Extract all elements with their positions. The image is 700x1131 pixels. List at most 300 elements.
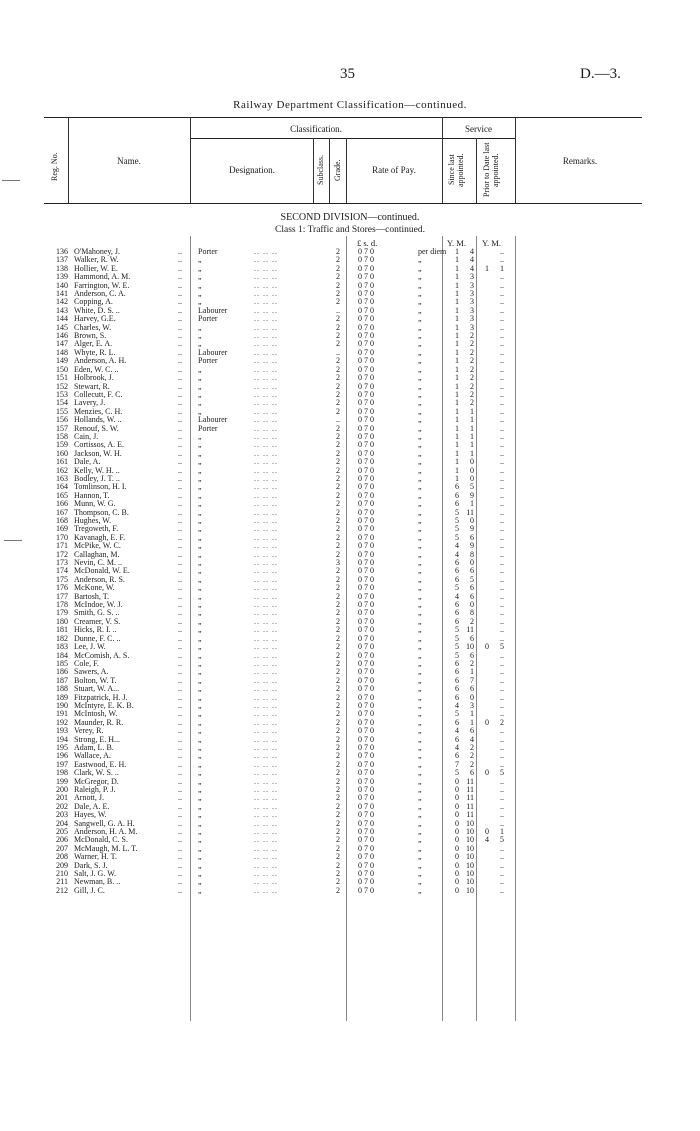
cell-reg-no: 140 bbox=[56, 280, 68, 290]
cell-reg-no: 165 bbox=[56, 490, 68, 500]
cell-since-years: 4 bbox=[455, 700, 459, 710]
table-row bbox=[0, 719, 700, 727]
cell-leader: .. bbox=[178, 406, 182, 416]
cell-grade: 2 bbox=[336, 675, 340, 685]
cell-rate-of-pay: 0 7 0 bbox=[358, 835, 374, 845]
cell-rate-of-pay: 0 7 0 bbox=[358, 852, 374, 862]
cell-reg-no: 159 bbox=[56, 440, 68, 450]
cell-rate-of-pay: 0 7 0 bbox=[358, 616, 374, 626]
cell-since-years: 5 bbox=[455, 516, 459, 525]
cell-leader: .. bbox=[178, 566, 182, 576]
cell-grade: 2 bbox=[336, 356, 340, 366]
cell-leader: .. bbox=[178, 751, 182, 761]
cell-designation: „ bbox=[198, 263, 202, 273]
cell-leader: .. bbox=[178, 347, 182, 357]
cell-since-years: 0 bbox=[455, 835, 459, 845]
cell-prior-months: 2 bbox=[500, 717, 504, 727]
cell-since-months: 10 bbox=[466, 835, 474, 845]
cell-since-years: 6 bbox=[455, 608, 459, 618]
since-column-rule bbox=[476, 138, 477, 203]
cell-reg-no: 138 bbox=[56, 263, 68, 273]
cell-pay-unit: „ bbox=[418, 549, 422, 559]
cell-since-months: 11 bbox=[466, 793, 474, 803]
cell-reg-no: 206 bbox=[56, 835, 68, 845]
cell-rate-of-pay: 0 7 0 bbox=[358, 415, 374, 425]
cell-pay-unit: „ bbox=[418, 440, 422, 450]
cell-leader-dots: .. .. .. bbox=[254, 331, 278, 341]
cell-name: Menzies, C. H. bbox=[74, 406, 123, 416]
cell-name: Warner, H. T. bbox=[74, 852, 117, 862]
cell-name: McComish, A. S. bbox=[74, 650, 130, 660]
cell-prior-months: .. bbox=[500, 356, 504, 366]
cell-grade: 2 bbox=[336, 507, 340, 517]
cell-pay-unit: „ bbox=[418, 700, 422, 710]
cell-leader-dots: .. .. .. bbox=[254, 818, 278, 828]
cell-since-months: 2 bbox=[470, 364, 474, 374]
cell-prior-months: .. bbox=[500, 247, 504, 256]
cell-leader-dots: .. .. .. bbox=[254, 473, 278, 483]
cell-designation: „ bbox=[198, 667, 202, 677]
cell-rate-of-pay: 0 7 0 bbox=[358, 801, 374, 811]
cell-leader-dots: .. .. .. bbox=[254, 431, 278, 441]
cell-reg-no: 211 bbox=[56, 877, 68, 887]
cell-leader-dots: .. .. .. bbox=[254, 558, 278, 568]
cell-name: Copping, A. bbox=[74, 297, 113, 307]
cell-pay-unit: „ bbox=[418, 818, 422, 828]
cell-name: McIntyre, E. K. B. bbox=[74, 700, 134, 710]
cell-since-years: 6 bbox=[455, 734, 459, 744]
cell-since-years: 0 bbox=[455, 793, 459, 803]
cell-designation: Labourer bbox=[198, 415, 228, 425]
cell-leader-dots: .. .. .. bbox=[254, 272, 278, 282]
cell-prior-months: .. bbox=[500, 507, 504, 517]
cell-since-months: 3 bbox=[470, 272, 474, 282]
cell-rate-of-pay: 0 7 0 bbox=[358, 457, 374, 467]
header-prior-to-date: Prior to Date last appointed. bbox=[482, 142, 500, 198]
cell-leader: .. bbox=[178, 860, 182, 870]
cell-designation: „ bbox=[198, 490, 202, 500]
cell-prior-months: .. bbox=[500, 516, 504, 525]
cell-name: Stewart, R. bbox=[74, 381, 110, 391]
cell-name: Clark, W. S. .. bbox=[74, 768, 119, 778]
cell-prior-months: .. bbox=[500, 692, 504, 702]
header-reg-no: Reg. No. bbox=[50, 152, 59, 182]
cell-name: Kavanagh, E. F. bbox=[74, 532, 126, 542]
cell-prior-months: .. bbox=[500, 431, 504, 441]
cell-since-months: 2 bbox=[470, 389, 474, 399]
cell-leader-dots: .. .. .. bbox=[254, 289, 278, 299]
cell-pay-unit: „ bbox=[418, 499, 422, 509]
cell-since-years: 1 bbox=[455, 373, 459, 383]
cell-name: Newman, B. .. bbox=[74, 877, 121, 887]
cell-reg-no: 180 bbox=[56, 616, 68, 626]
cell-grade: 2 bbox=[336, 625, 340, 635]
cell-leader-dots: .. .. .. bbox=[254, 364, 278, 374]
cell-since-months: 4 bbox=[470, 734, 474, 744]
cell-prior-months: .. bbox=[500, 532, 504, 542]
cell-pay-unit: „ bbox=[418, 289, 422, 299]
cell-leader-dots: .. .. .. bbox=[254, 608, 278, 618]
cell-name: Hicks, R. I. .. bbox=[74, 625, 117, 635]
cell-leader-dots: .. .. .. bbox=[254, 356, 278, 366]
cell-designation: „ bbox=[198, 616, 202, 626]
cell-reg-no: 208 bbox=[56, 852, 68, 862]
cell-prior-months: .. bbox=[500, 331, 504, 341]
cell-reg-no: 197 bbox=[56, 759, 68, 769]
cell-pay-unit: „ bbox=[418, 667, 422, 677]
cell-pay-unit: „ bbox=[418, 885, 422, 895]
cell-since-months: 5 bbox=[470, 482, 474, 492]
cell-reg-no: 203 bbox=[56, 810, 68, 820]
cell-since-years: 1 bbox=[455, 280, 459, 290]
cell-reg-no: 188 bbox=[56, 684, 68, 694]
cell-grade: 2 bbox=[336, 524, 340, 534]
cell-grade: 2 bbox=[336, 297, 340, 307]
cell-rate-of-pay: 0 7 0 bbox=[358, 322, 374, 332]
cell-since-months: 0 bbox=[470, 600, 474, 610]
cell-prior-months: .. bbox=[500, 810, 504, 820]
cell-grade: 2 bbox=[336, 457, 340, 467]
cell-rate-of-pay: 0 7 0 bbox=[358, 541, 374, 551]
cell-grade: 2 bbox=[336, 490, 340, 500]
cell-pay-unit: „ bbox=[418, 608, 422, 618]
cell-name: McKone, W. bbox=[74, 583, 115, 593]
cell-leader: .. bbox=[178, 482, 182, 492]
cell-since-months: 6 bbox=[470, 583, 474, 593]
cell-reg-no: 176 bbox=[56, 583, 68, 593]
cell-leader-dots: .. .. .. bbox=[254, 742, 278, 752]
cell-pay-unit: „ bbox=[418, 793, 422, 803]
cell-leader: .. bbox=[178, 827, 182, 837]
cell-grade: 2 bbox=[336, 776, 340, 786]
subclass-column-rule bbox=[329, 138, 330, 203]
cell-name: Lavery, J. bbox=[74, 398, 106, 408]
cell-leader-dots: .. .. .. bbox=[254, 591, 278, 601]
cell-reg-no: 212 bbox=[56, 885, 68, 895]
cell-designation: „ bbox=[198, 457, 202, 467]
cell-grade: 3 bbox=[336, 558, 340, 568]
cell-designation: „ bbox=[198, 785, 202, 794]
cell-grade: 2 bbox=[336, 381, 340, 391]
cell-leader-dots: .. .. .. bbox=[254, 860, 278, 870]
cell-leader: .. bbox=[178, 742, 182, 752]
cell-leader-dots: .. .. .. bbox=[254, 490, 278, 500]
cell-designation: „ bbox=[198, 574, 202, 584]
cell-designation: „ bbox=[198, 482, 202, 492]
cell-leader-dots: .. .. .. bbox=[254, 583, 278, 593]
cell-leader: .. bbox=[178, 684, 182, 694]
cell-designation: „ bbox=[198, 549, 202, 559]
cell-since-months: 3 bbox=[470, 297, 474, 307]
cell-designation: „ bbox=[198, 793, 202, 803]
cell-name: McIntosh, W. bbox=[74, 709, 118, 719]
cell-since-months: 1 bbox=[470, 431, 474, 441]
cell-since-months: 4 bbox=[470, 247, 474, 256]
cell-grade: 2 bbox=[336, 322, 340, 332]
cell-leader: .. bbox=[178, 877, 182, 887]
cell-leader-dots: .. .. .. bbox=[254, 381, 278, 391]
cell-prior-months: 5 bbox=[500, 642, 504, 652]
cell-pay-unit: „ bbox=[418, 658, 422, 668]
cell-since-months: 1 bbox=[470, 709, 474, 719]
cell-designation: „ bbox=[198, 633, 202, 643]
cell-designation: „ bbox=[198, 810, 202, 820]
cell-grade: 2 bbox=[336, 835, 340, 845]
cell-since-months: 10 bbox=[466, 852, 474, 862]
cell-prior-months: .. bbox=[500, 776, 504, 786]
cell-leader-dots: .. .. .. bbox=[254, 516, 278, 525]
cell-name: Maunder, R. R. bbox=[74, 717, 124, 727]
class-heading: Class 1: Traffic and Stores—continued. bbox=[275, 225, 425, 235]
cell-pay-unit: „ bbox=[418, 801, 422, 811]
cell-name: White, D. S. .. bbox=[74, 305, 120, 315]
cell-designation: Labourer bbox=[198, 347, 228, 357]
cell-rate-of-pay: 0 7 0 bbox=[358, 423, 374, 433]
cell-name: Whyte, R. L. bbox=[74, 347, 116, 357]
cell-name: McGregor, D. bbox=[74, 776, 119, 786]
cell-since-years: 6 bbox=[455, 692, 459, 702]
cell-grade: 2 bbox=[336, 827, 340, 837]
cell-prior-months: .. bbox=[500, 423, 504, 433]
cell-leader-dots: .. .. .. bbox=[254, 801, 278, 811]
cell-name: Cortissos, A. E. bbox=[74, 440, 125, 450]
cell-name: Hollands, W. .. bbox=[74, 415, 122, 425]
cell-reg-no: 167 bbox=[56, 507, 68, 517]
cell-rate-of-pay: 0 7 0 bbox=[358, 305, 374, 315]
cell-pay-unit: „ bbox=[418, 389, 422, 399]
cell-leader: .. bbox=[178, 608, 182, 618]
cell-pay-unit: „ bbox=[418, 717, 422, 727]
cell-grade: 2 bbox=[336, 465, 340, 475]
cell-reg-no: 164 bbox=[56, 482, 68, 492]
cell-since-years: 1 bbox=[455, 297, 459, 307]
cell-prior-months: .. bbox=[500, 633, 504, 643]
cell-rate-of-pay: 0 7 0 bbox=[358, 406, 374, 416]
cell-designation: „ bbox=[198, 600, 202, 610]
cell-leader-dots: .. .. .. bbox=[254, 600, 278, 610]
cell-reg-no: 158 bbox=[56, 431, 68, 441]
cell-prior-months: .. bbox=[500, 272, 504, 282]
cell-reg-no: 142 bbox=[56, 297, 68, 307]
header-name: Name. bbox=[117, 156, 141, 166]
cell-pay-unit: „ bbox=[418, 734, 422, 744]
cell-name: Sawers, A. bbox=[74, 667, 109, 677]
cell-since-years: 6 bbox=[455, 490, 459, 500]
cell-designation: „ bbox=[198, 759, 202, 769]
cell-pay-unit: „ bbox=[418, 356, 422, 366]
cell-reg-no: 195 bbox=[56, 742, 68, 752]
cell-pay-unit: „ bbox=[418, 768, 422, 778]
cell-prior-years: 4 bbox=[485, 835, 489, 845]
cell-leader-dots: .. .. .. bbox=[254, 700, 278, 710]
cell-name: Renouf, S. W. bbox=[74, 423, 119, 433]
cell-since-years: 6 bbox=[455, 717, 459, 727]
cell-pay-unit: „ bbox=[418, 263, 422, 273]
cell-designation: „ bbox=[198, 583, 202, 593]
cell-leader: .. bbox=[178, 541, 182, 551]
cell-pay-unit: „ bbox=[418, 675, 422, 685]
cell-designation: „ bbox=[198, 373, 202, 383]
cell-pay-unit: „ bbox=[418, 297, 422, 307]
cell-name: Hammond, A. M. bbox=[74, 272, 131, 282]
cell-designation: „ bbox=[198, 675, 202, 685]
cell-reg-no: 145 bbox=[56, 322, 68, 332]
cell-since-months: 1 bbox=[470, 448, 474, 458]
cell-leader-dots: .. .. .. bbox=[254, 625, 278, 635]
cell-reg-no: 160 bbox=[56, 448, 68, 458]
cell-leader: .. bbox=[178, 516, 182, 525]
cell-prior-months: .. bbox=[500, 684, 504, 694]
cell-name: Hannon, T. bbox=[74, 490, 110, 500]
cell-leader: .. bbox=[178, 524, 182, 534]
cell-leader-dots: .. .. .. bbox=[254, 465, 278, 475]
cell-leader: .. bbox=[178, 776, 182, 786]
cell-prior-months: .. bbox=[500, 280, 504, 290]
cell-leader-dots: .. .. .. bbox=[254, 549, 278, 559]
cell-leader: .. bbox=[178, 574, 182, 584]
cell-since-months: 6 bbox=[470, 650, 474, 660]
cell-leader: .. bbox=[178, 507, 182, 517]
cell-leader-dots: .. .. .. bbox=[254, 616, 278, 626]
cell-pay-unit: „ bbox=[418, 600, 422, 610]
cell-pay-unit: „ bbox=[418, 877, 422, 887]
cell-grade: .. bbox=[336, 415, 340, 425]
cell-leader: .. bbox=[178, 835, 182, 845]
cell-rate-of-pay: 0 7 0 bbox=[358, 347, 374, 357]
cell-grade: 2 bbox=[336, 406, 340, 416]
cell-since-months: 0 bbox=[470, 692, 474, 702]
cell-reg-no: 139 bbox=[56, 272, 68, 282]
cell-reg-no: 200 bbox=[56, 785, 68, 794]
header-subclass: Subclass. bbox=[316, 155, 325, 185]
cell-pay-unit: „ bbox=[418, 507, 422, 517]
cell-pay-unit: „ bbox=[418, 423, 422, 433]
cell-designation: „ bbox=[198, 516, 202, 525]
cell-grade: 2 bbox=[336, 574, 340, 584]
header-bottom-rule bbox=[44, 203, 642, 204]
cell-designation: „ bbox=[198, 280, 202, 290]
cell-reg-no: 163 bbox=[56, 473, 68, 483]
table-row bbox=[0, 425, 700, 433]
cell-prior-months: .. bbox=[500, 499, 504, 509]
cell-name: Bolton, W. T. bbox=[74, 675, 117, 685]
cell-leader: .. bbox=[178, 373, 182, 383]
cell-reg-no: 198 bbox=[56, 768, 68, 778]
cell-reg-no: 191 bbox=[56, 709, 68, 719]
cell-since-years: 1 bbox=[455, 381, 459, 391]
cell-since-years: 6 bbox=[455, 751, 459, 761]
cell-leader: .. bbox=[178, 499, 182, 509]
cell-since-years: 5 bbox=[455, 583, 459, 593]
cell-reg-no: 177 bbox=[56, 591, 68, 601]
cell-leader: .. bbox=[178, 322, 182, 332]
cell-since-years: 7 bbox=[455, 759, 459, 769]
cell-pay-unit: „ bbox=[418, 835, 422, 845]
cell-since-years: 0 bbox=[455, 785, 459, 794]
cell-grade: 2 bbox=[336, 785, 340, 794]
cell-leader: .. bbox=[178, 263, 182, 273]
cell-name: Collecutt, F. C. bbox=[74, 389, 123, 399]
cell-leader-dots: .. .. .. bbox=[254, 457, 278, 467]
cell-pay-unit: „ bbox=[418, 558, 422, 568]
margin-mark-top bbox=[2, 180, 20, 181]
cell-name: Arnott, J. bbox=[74, 793, 104, 803]
cell-leader: .. bbox=[178, 305, 182, 315]
cell-designation: „ bbox=[198, 692, 202, 702]
cell-since-months: 1 bbox=[470, 440, 474, 450]
cell-name: McDonald, C. S. bbox=[74, 835, 128, 845]
cell-leader-dots: .. .. .. bbox=[254, 642, 278, 652]
cell-name: O'Mahoney, J. bbox=[74, 247, 121, 256]
cell-since-years: 0 bbox=[455, 810, 459, 820]
designation-column-rule bbox=[313, 138, 314, 203]
cell-leader-dots: .. .. .. bbox=[254, 726, 278, 736]
cell-since-months: 2 bbox=[470, 373, 474, 383]
cell-grade: 2 bbox=[336, 734, 340, 744]
cell-since-years: 5 bbox=[455, 709, 459, 719]
pay-units: £ s. d. bbox=[357, 238, 378, 248]
cell-leader-dots: .. .. .. bbox=[254, 297, 278, 307]
cell-prior-months: .. bbox=[500, 566, 504, 576]
cell-rate-of-pay: 0 7 0 bbox=[358, 818, 374, 828]
cell-since-months: 11 bbox=[466, 785, 474, 794]
cell-reg-no: 161 bbox=[56, 457, 68, 467]
cell-designation: „ bbox=[198, 709, 202, 719]
cell-prior-months: .. bbox=[500, 877, 504, 887]
cell-grade: 2 bbox=[336, 633, 340, 643]
cell-prior-months: .. bbox=[500, 591, 504, 601]
cell-designation: „ bbox=[198, 289, 202, 299]
cell-leader: .. bbox=[178, 473, 182, 483]
cell-leader: .. bbox=[178, 734, 182, 744]
cell-rate-of-pay: 0 7 0 bbox=[358, 289, 374, 299]
cell-rate-of-pay: 0 7 0 bbox=[358, 507, 374, 517]
cell-name: Dark, S. J. bbox=[74, 860, 108, 870]
cell-prior-months: .. bbox=[500, 541, 504, 551]
cell-grade: 2 bbox=[336, 869, 340, 879]
cell-leader-dots: .. .. .. bbox=[254, 827, 278, 837]
table-row bbox=[0, 391, 700, 399]
cell-leader: .. bbox=[178, 768, 182, 778]
cell-rate-of-pay: 0 7 0 bbox=[358, 717, 374, 727]
cell-rate-of-pay: 0 7 0 bbox=[358, 314, 374, 324]
cell-designation: „ bbox=[198, 700, 202, 710]
cell-since-months: 1 bbox=[470, 667, 474, 677]
cell-since-months: 2 bbox=[470, 398, 474, 408]
cell-designation: „ bbox=[198, 860, 202, 870]
cell-leader-dots: .. .. .. bbox=[254, 566, 278, 576]
cell-since-years: 1 bbox=[455, 448, 459, 458]
cell-leader: .. bbox=[178, 658, 182, 668]
cell-pay-unit: „ bbox=[418, 726, 422, 736]
cell-rate-of-pay: 0 7 0 bbox=[358, 532, 374, 542]
cell-prior-months: .. bbox=[500, 852, 504, 862]
cell-since-years: 1 bbox=[455, 431, 459, 441]
cell-since-months: 9 bbox=[470, 541, 474, 551]
cell-reg-no: 174 bbox=[56, 566, 68, 576]
cell-designation: „ bbox=[198, 532, 202, 542]
cell-since-years: 4 bbox=[455, 591, 459, 601]
cell-designation: „ bbox=[198, 827, 202, 837]
cell-pay-unit: „ bbox=[418, 650, 422, 660]
cell-pay-unit: „ bbox=[418, 541, 422, 551]
cell-leader: .. bbox=[178, 600, 182, 610]
cell-rate-of-pay: 0 7 0 bbox=[358, 490, 374, 500]
cell-pay-unit: „ bbox=[418, 751, 422, 761]
cell-reg-no: 147 bbox=[56, 339, 68, 349]
cell-leader-dots: .. .. .. bbox=[254, 734, 278, 744]
cell-grade: 2 bbox=[336, 247, 340, 256]
